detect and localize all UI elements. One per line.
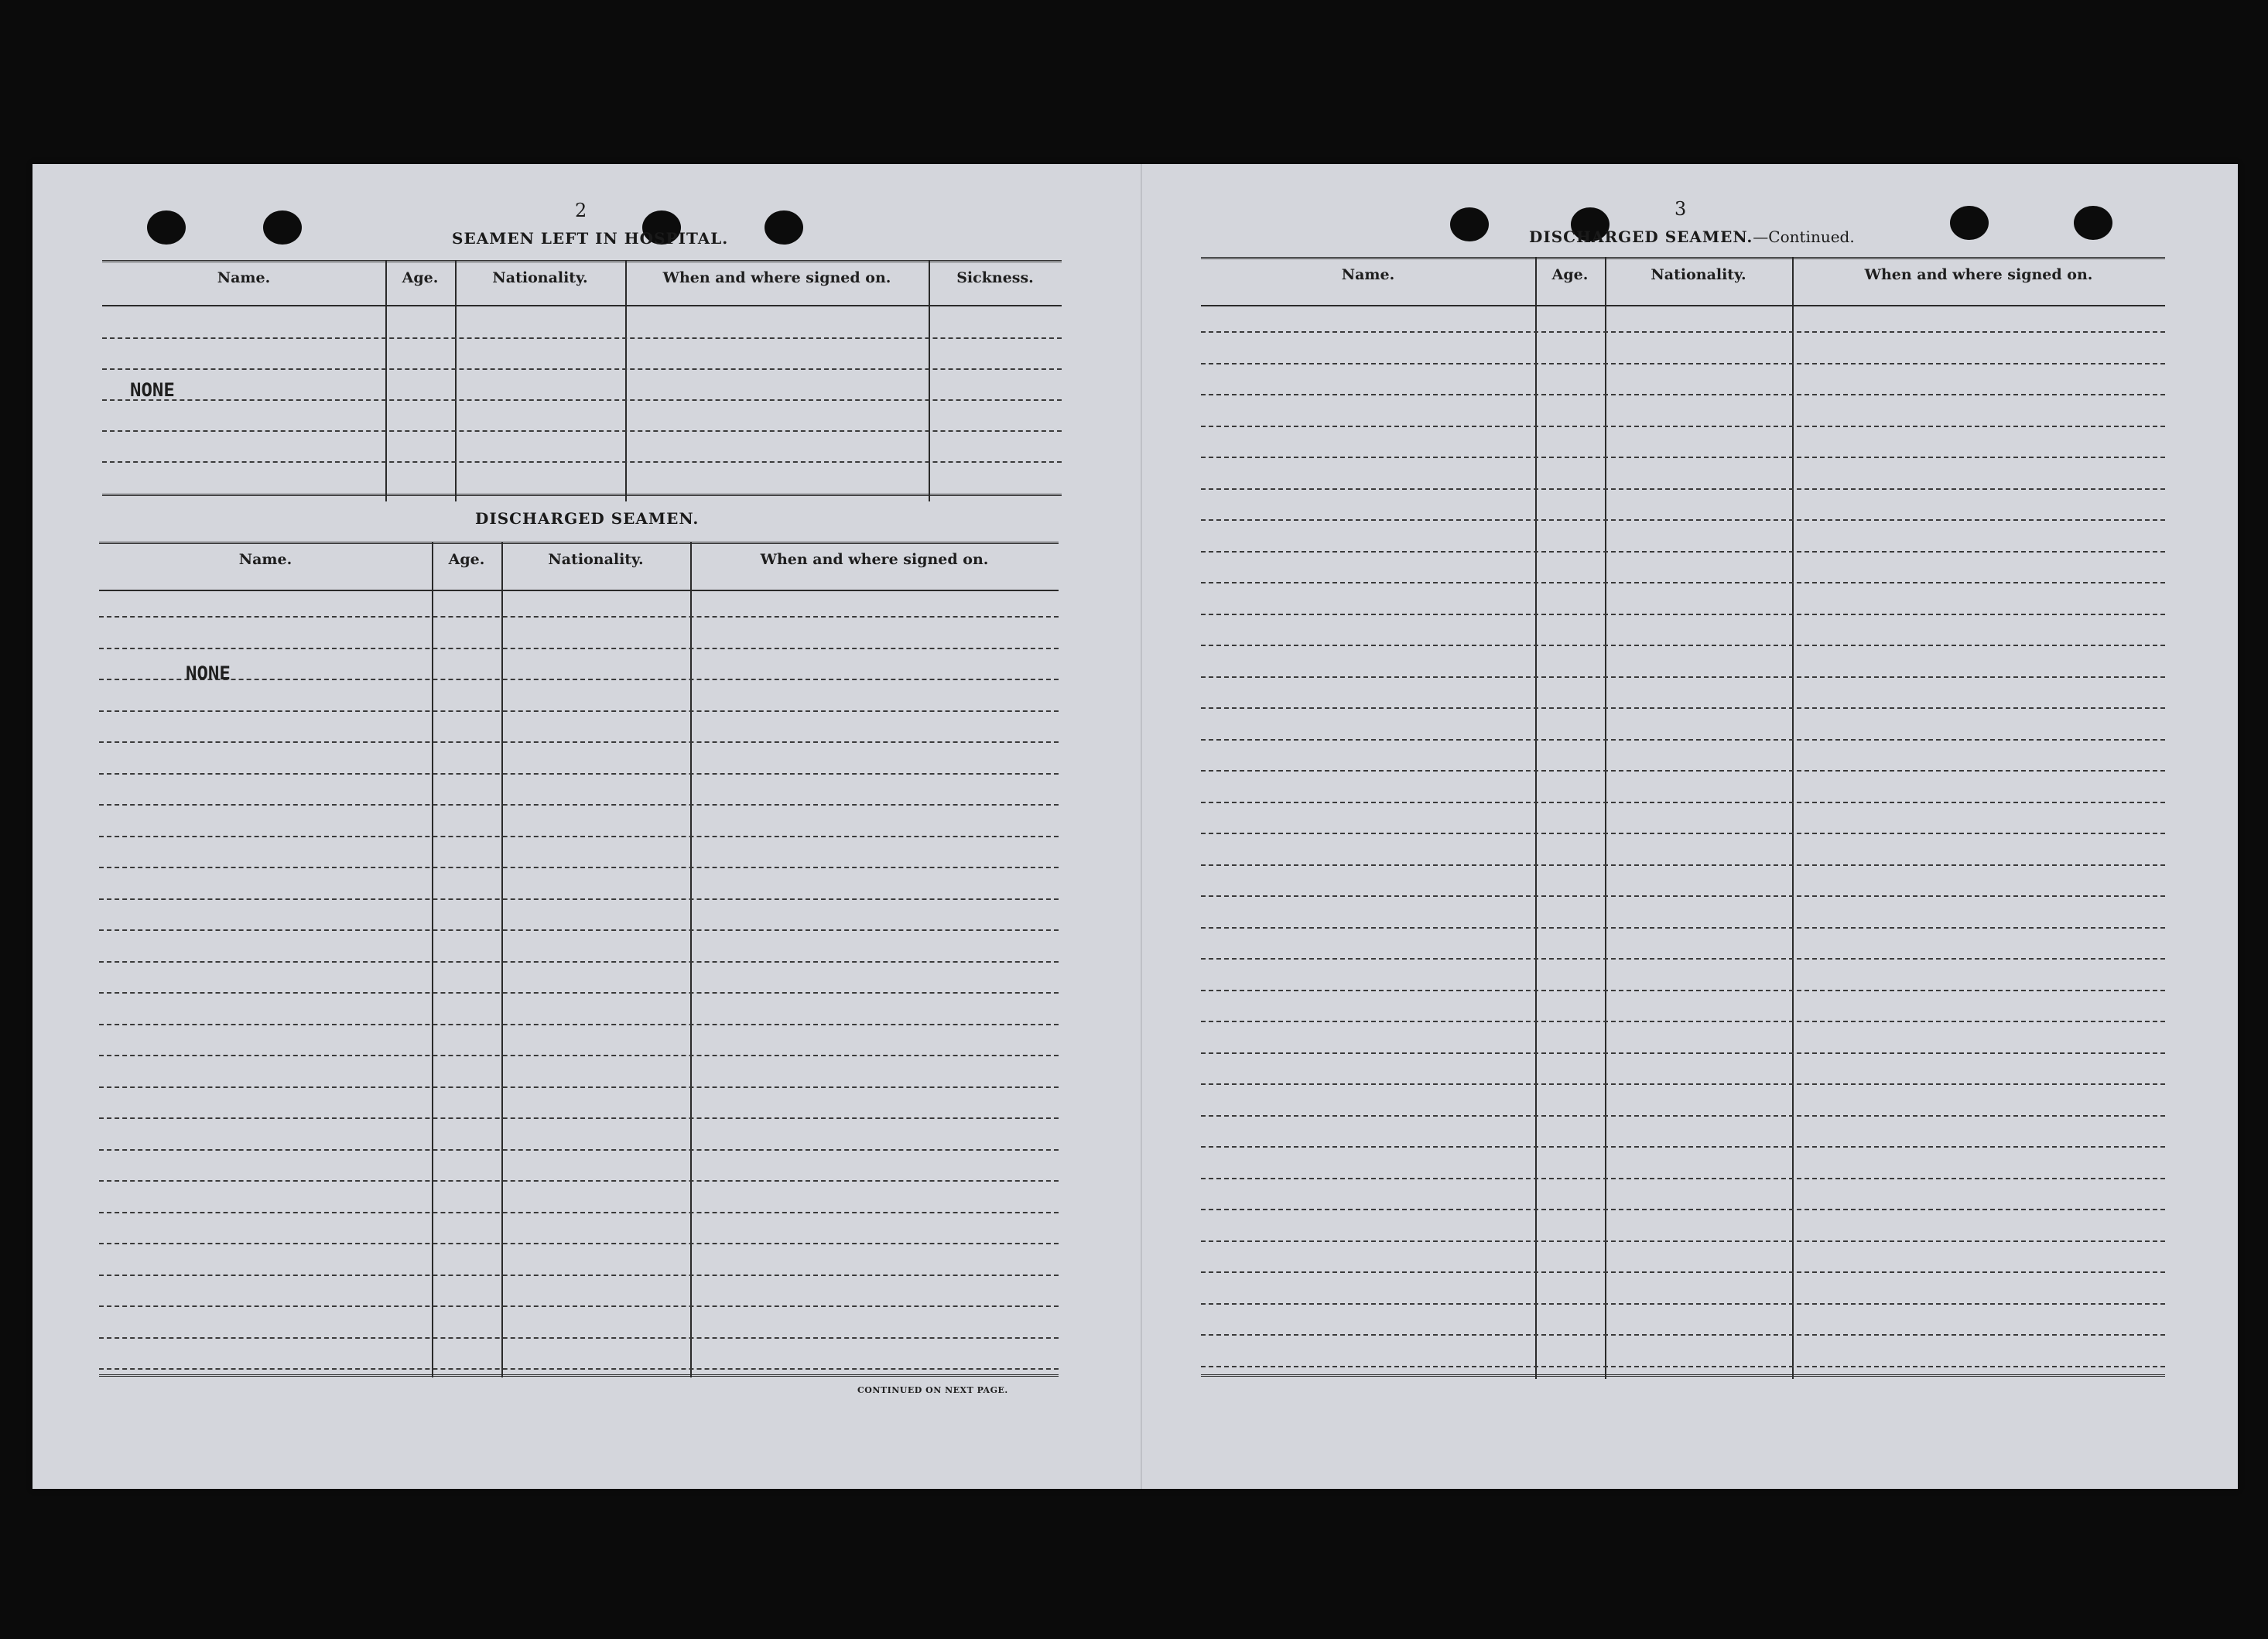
hospital-table xyxy=(102,260,1062,501)
column-header-name: Name. xyxy=(1341,266,1395,283)
column-header-nationality: Nationality. xyxy=(492,269,588,286)
ruled-line xyxy=(99,1149,1059,1151)
ruled-line xyxy=(1201,426,2165,427)
ruled-line xyxy=(1201,1334,2165,1336)
ruled-line xyxy=(1201,895,2165,897)
ruled-line xyxy=(99,1368,1059,1370)
page-fold xyxy=(1141,164,1142,1489)
ruled-line xyxy=(99,1275,1059,1276)
ruled-line xyxy=(99,741,1059,743)
ruled-line xyxy=(99,836,1059,837)
ruled-line xyxy=(1201,739,2165,741)
hospital-entry-none: NONE xyxy=(130,379,175,401)
ruled-line xyxy=(99,1212,1059,1213)
ruled-line xyxy=(1201,1271,2165,1273)
column-header-age: Age. xyxy=(448,551,485,568)
ruled-line xyxy=(99,679,1059,680)
ruled-line xyxy=(99,898,1059,900)
ruled-line xyxy=(1201,363,2165,364)
ruled-line xyxy=(102,399,1062,401)
ruled-line xyxy=(1201,864,2165,866)
ruled-line xyxy=(1201,551,2165,553)
punch-hole xyxy=(2074,206,2112,240)
column-divider xyxy=(929,260,930,501)
header-rule xyxy=(99,590,1059,591)
column-header-signed-on: When and where signed on. xyxy=(1864,266,2093,283)
discharged-continued-table xyxy=(1201,257,2165,1379)
ruled-line xyxy=(102,368,1062,370)
column-divider xyxy=(625,260,627,501)
table-bottom-rule xyxy=(99,1374,1059,1381)
ruled-line xyxy=(99,992,1059,994)
ruled-line xyxy=(99,1180,1059,1182)
ruled-line xyxy=(99,1117,1059,1119)
header-rule xyxy=(1201,305,2165,306)
ruled-line xyxy=(1201,488,2165,490)
ruled-line xyxy=(1201,1052,2165,1054)
ruled-line xyxy=(99,961,1059,963)
ruled-line xyxy=(1201,958,2165,960)
ruled-line xyxy=(1201,990,2165,991)
punch-hole xyxy=(1950,206,1989,240)
column-header-name: Name. xyxy=(217,269,271,286)
column-header-nationality: Nationality. xyxy=(548,551,644,568)
ruled-line xyxy=(1201,802,2165,803)
column-header-name: Name. xyxy=(238,551,292,568)
ruled-line xyxy=(1201,519,2165,521)
ruled-line xyxy=(1201,770,2165,772)
ruled-line xyxy=(1201,1115,2165,1117)
ruled-line xyxy=(1201,1146,2165,1148)
ruled-line xyxy=(1201,394,2165,395)
punch-hole xyxy=(1450,207,1489,241)
ruled-line xyxy=(99,616,1059,618)
page-number-right: 3 xyxy=(1674,198,1687,220)
ruled-line xyxy=(1201,833,2165,834)
right-title-continued: —Continued. xyxy=(1753,228,1855,246)
column-header-signed-on: When and where signed on. xyxy=(662,269,891,286)
table-top-rule xyxy=(99,542,1059,548)
ruled-line xyxy=(102,430,1062,432)
ruled-line xyxy=(1201,1240,2165,1242)
ruled-line xyxy=(99,867,1059,868)
ruled-line xyxy=(1201,645,2165,646)
right-section-title xyxy=(1529,228,1855,246)
column-divider xyxy=(455,260,457,501)
ruled-line xyxy=(99,648,1059,649)
ruled-line xyxy=(102,337,1062,339)
column-header-sickness: Sickness. xyxy=(956,269,1034,286)
ruled-line xyxy=(99,1305,1059,1307)
ruled-line xyxy=(1201,582,2165,583)
ruled-line xyxy=(1201,676,2165,678)
ruled-line xyxy=(1201,331,2165,333)
ruled-line xyxy=(99,929,1059,931)
table-bottom-rule xyxy=(102,494,1062,500)
column-header-age: Age. xyxy=(1551,266,1589,283)
column-divider xyxy=(690,542,692,1377)
ruled-line xyxy=(1201,927,2165,929)
ruled-line xyxy=(1201,707,2165,709)
ruled-line xyxy=(1201,1021,2165,1022)
ruled-line xyxy=(1201,457,2165,458)
ruled-line xyxy=(1201,614,2165,615)
table-top-rule xyxy=(1201,257,2165,263)
ruled-line xyxy=(1201,1209,2165,1210)
ruled-line xyxy=(1201,1178,2165,1179)
table-top-rule xyxy=(102,260,1062,266)
column-header-signed-on: When and where signed on. xyxy=(760,551,989,568)
column-header-age: Age. xyxy=(402,269,439,286)
header-rule xyxy=(102,305,1062,306)
column-divider xyxy=(385,260,387,501)
ruled-line xyxy=(99,773,1059,775)
ruled-line xyxy=(99,1055,1059,1056)
column-divider xyxy=(432,542,433,1377)
discharged-entry-none: NONE xyxy=(186,662,231,684)
column-header-nationality: Nationality. xyxy=(1651,266,1746,283)
column-divider xyxy=(501,542,503,1377)
ruled-line xyxy=(1201,1366,2165,1367)
ruled-line xyxy=(99,1243,1059,1244)
ruled-line xyxy=(99,1024,1059,1025)
continued-note: CONTINUED ON NEXT PAGE. xyxy=(857,1385,1008,1395)
hospital-section-title: SEAMEN LEFT IN HOSPITAL. xyxy=(452,229,729,248)
discharged-table xyxy=(99,542,1059,1377)
punch-hole xyxy=(147,210,186,245)
ruled-line xyxy=(1201,1083,2165,1085)
discharged-section-title: DISCHARGED SEAMEN. xyxy=(475,509,700,528)
ruled-line xyxy=(99,1337,1059,1339)
ruled-line xyxy=(1201,1303,2165,1305)
ruled-line xyxy=(102,461,1062,463)
ruled-line xyxy=(99,804,1059,806)
ruled-line xyxy=(99,710,1059,712)
punch-hole xyxy=(765,210,803,245)
page-number-left: 2 xyxy=(575,200,587,221)
punch-hole xyxy=(263,210,302,245)
table-bottom-rule xyxy=(1201,1374,2165,1381)
right-title-text: DISCHARGED SEAMEN. xyxy=(1529,228,1753,246)
ruled-line xyxy=(99,1086,1059,1088)
